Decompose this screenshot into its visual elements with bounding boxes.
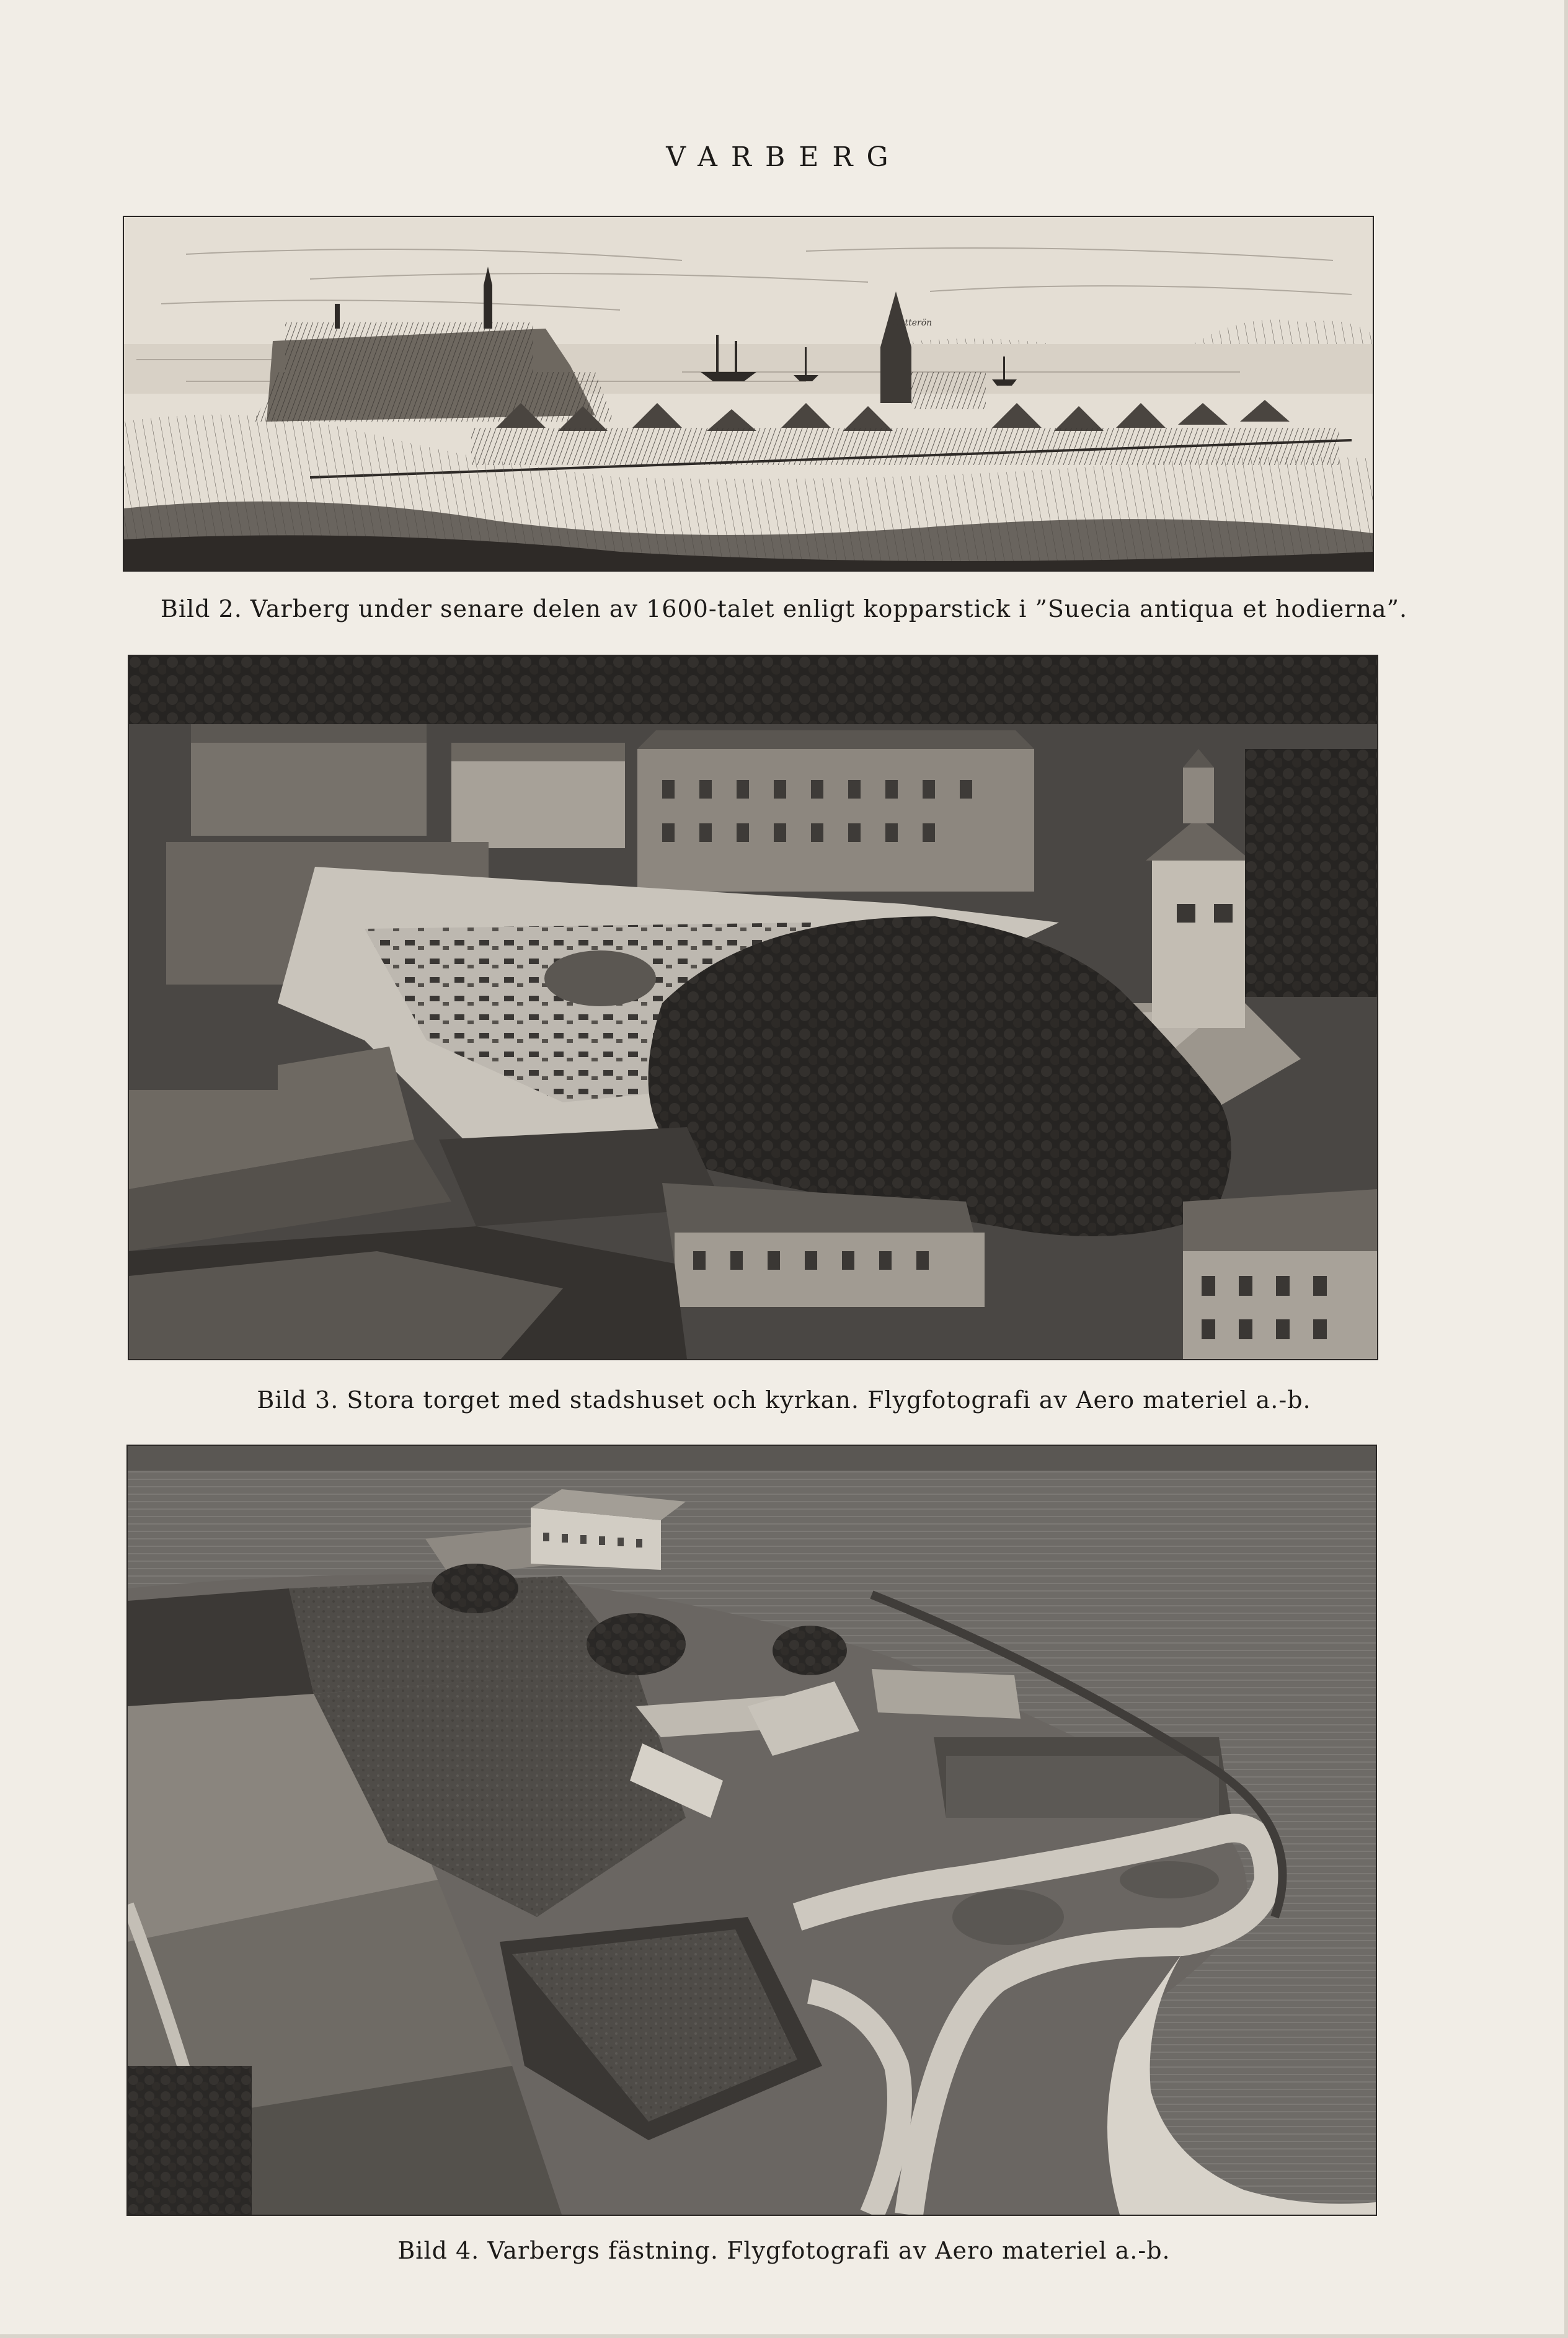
engraving-image [124,217,1373,570]
caption-bild-3: Bild 3. Stora torget med stadshuset och kyrkan. Flygfotografi av Aero materiel a.-b. [257,1386,1311,1414]
aerial-photo-fortress [128,1446,1376,2215]
engraving-inscription: Getterön [893,318,932,328]
caption-bild-4: Bild 4. Varbergs fästning. Flygfotografi av Aero materiel a.-b. [397,2237,1171,2264]
page-title: VARBERG [666,141,902,173]
aerial-photo-square [129,656,1377,1359]
caption-bild-2: Bild 2. Varberg under senare delen av 1600-talet enligt kopparstick i ”Suecia antiqua et hodierna”. [160,595,1408,622]
